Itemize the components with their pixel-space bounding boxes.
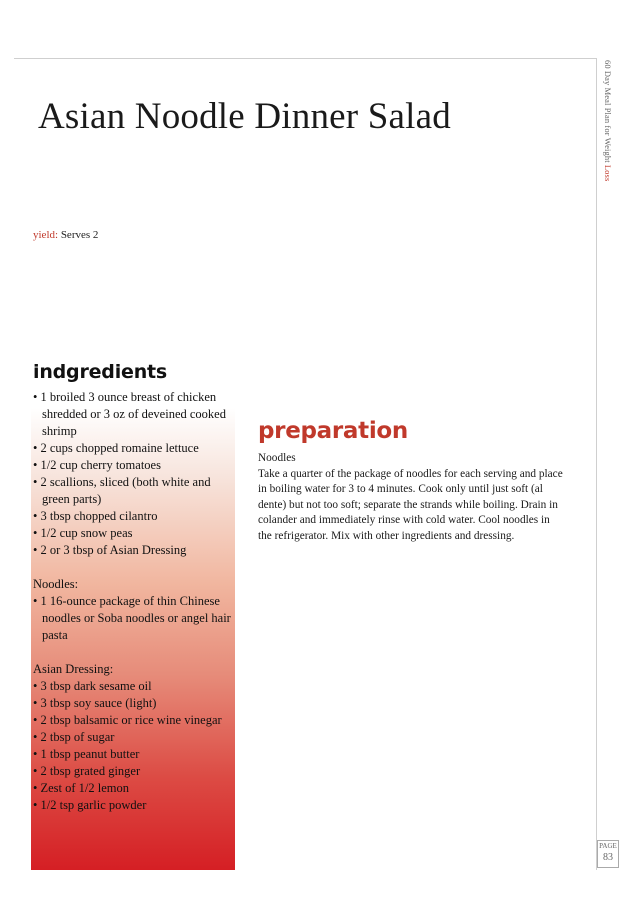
dressing-item: • 1 tbsp peanut butter [33, 747, 140, 761]
ingredient-item: • 2 scallions, sliced (both white and green parts) [33, 475, 211, 506]
dressing-item: • 2 tbsp of sugar [33, 730, 115, 744]
preparation-body [258, 451, 564, 544]
book-title-accent: Loss [603, 164, 613, 182]
book-title-main: 60 Day Meal Plan for Weight [603, 60, 613, 165]
page-label: PAGE [599, 842, 617, 850]
page-number-box [597, 840, 619, 868]
dressing-item: • 3 tbsp soy sauce (light) [33, 696, 157, 710]
ingredient-item: • 2 cups chopped romaine lettuce [33, 441, 199, 455]
ingredient-item: • 1/2 cup cherry tomatoes [33, 458, 161, 472]
noodles-heading: Noodles: [33, 577, 79, 591]
yield-value: Serves 2 [60, 229, 99, 241]
dressing-item: • 1/2 tsp garlic powder [33, 798, 147, 812]
recipe-title: Asian Noodle Dinner Salad [38, 96, 451, 137]
preparation-heading: preparation [258, 418, 409, 444]
ingredients-heading: indgredients [33, 361, 168, 383]
dressing-heading: Asian Dressing: [33, 662, 114, 676]
ingredient-item: • 1/2 cup snow peas [33, 526, 133, 540]
preparation-text: Take a quarter of the package of noodles for each serving and place in boiling water for 3 to 4 minutes. Cook only until just soft (al dente) but not too soft; separate the strands while boiling. Drain in colander and immediately rinse with cold water. Cool noodles in the refrigerator. Mix with other ingredients and dressing. [258, 467, 563, 542]
dressing-item: • 2 tbsp balsamic or rice wine vinegar [33, 713, 222, 727]
ingredient-item: • 1 broiled 3 ounce breast of chicken shredded or 3 oz of deveined cooked shrimp [33, 390, 226, 438]
dressing-item: • Zest of 1/2 lemon [33, 781, 130, 795]
noodles-item: • 1 16-ounce package of thin Chinese noodles or Soba noodles or angel hair pasta [33, 594, 231, 642]
yield-label: yield: [33, 229, 59, 241]
ingredient-item: • 2 or 3 tbsp of Asian Dressing [33, 543, 187, 557]
list-spacer [33, 644, 233, 661]
top-rule [14, 58, 596, 59]
ingredients-list [33, 389, 233, 814]
preparation-subheading: Noodles [258, 452, 296, 464]
page-number: 83 [603, 852, 613, 863]
book-title-vertical [597, 60, 619, 180]
dressing-item: • 2 tbsp grated ginger [33, 764, 141, 778]
ingredient-item: • 3 tbsp chopped cilantro [33, 509, 158, 523]
dressing-item: • 3 tbsp dark sesame oil [33, 679, 152, 693]
yield-line [33, 229, 98, 241]
list-spacer [33, 559, 233, 576]
